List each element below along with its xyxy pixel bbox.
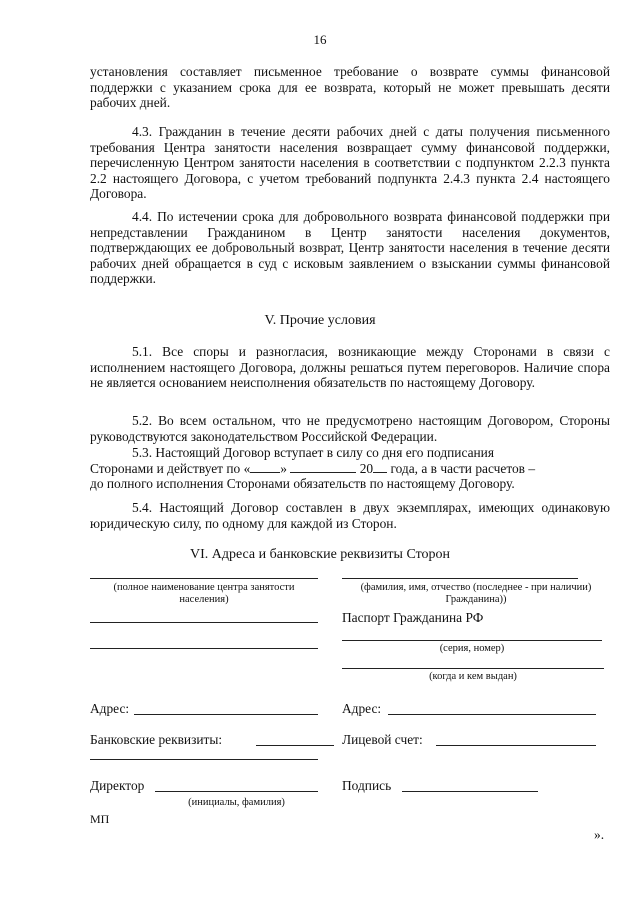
term-year-prefix: 20 [359,460,374,476]
seal-label: МП [90,812,110,826]
director-name-field[interactable] [155,791,318,792]
paragraph-5-3-line-3: до полного исполнения Сторонами обязательств по настоящему Договору. [90,476,515,492]
director-label: Директор [90,778,145,793]
center-name-line-2[interactable] [90,622,318,623]
term-prefix-text: Сторонами и действует по « [90,460,251,476]
bank-details-label: Банковские реквизиты: [90,732,223,747]
passport-issued-caption: (когда и кем выдан) [429,671,517,682]
center-name-caption: (полное наименование центра занятости населения) [113,582,295,605]
right-address-label: Адрес: [342,701,382,716]
citizen-name-line[interactable] [342,578,578,579]
term-year-field[interactable] [373,461,387,473]
account-label: Лицевой счет: [342,732,423,747]
account-field[interactable] [436,745,596,746]
paragraph-5-3 [90,445,610,492]
left-address-field[interactable] [134,714,318,715]
paragraph-4-3: 4.3. Гражданин в течение десяти рабочих дней с даты получения письменного требования Центра занятости населения возвращает сумму финансовой поддержки, перечисленную Центром занятости населения в соответствии с подпунктом 2.2.3 пункта 2.2 настоящего Договора, с учетом требований подпункта 2.4.3 пункта 2.4 настоящего Договора. [90,124,610,202]
passport-series-caption: (серия, номер) [439,643,505,654]
paragraph-5-3-line-2 [90,461,610,477]
passport-series-field[interactable] [342,640,602,641]
bank-details-field-2[interactable] [90,759,318,760]
paragraph-5-3-line-1: 5.3. Настоящий Договор вступает в силу со дня его подписания [132,445,495,460]
director-caption: (инициалы, фамилия) [188,797,285,808]
term-quote-close: » [280,460,287,476]
citizen-name-caption: (фамилия, имя, отчество (последнее - при наличии) Гражданина)) [360,582,592,605]
section-5-title: V. Прочие условия [264,313,376,328]
center-name-line[interactable] [90,578,318,579]
left-address-label: Адрес: [90,701,130,716]
right-address-field[interactable] [388,714,596,715]
term-month-field[interactable] [290,461,356,473]
term-suffix-text: года, а в части расчетов – [390,460,536,476]
passport-label: Паспорт Гражданина РФ [342,610,484,625]
signature-field[interactable] [402,791,538,792]
paragraph-intro: установления составляет письменное требование о возврате суммы финансовой поддержки с указанием срока для ее возврата, который не может превышать десяти рабочих дней. [90,64,610,111]
section-6-title: VI. Адреса и банковские реквизиты Сторон [189,547,451,562]
closing-mark: ». [594,827,605,842]
paragraph-5-2: 5.2. Во всем остальном, что не предусмотрено настоящим Договором, Стороны руководствуются законодательством Российской Федерации. [90,413,610,444]
paragraph-5-4: 5.4. Настоящий Договор составлен в двух экземплярах, имеющих одинаковую юридическую силу, по одному для каждой из Сторон. [90,500,610,531]
center-name-line-3[interactable] [90,648,318,649]
signature-label: Подпись [342,778,392,793]
passport-issued-field[interactable] [342,668,604,669]
term-day-field[interactable] [250,461,280,473]
page-number: 16 [313,32,327,47]
paragraph-5-1: 5.1. Все споры и разногласия, возникающие между Сторонами в связи с исполнением настоящего Договора, должны решаться путем переговоров. Наличие спора не является основанием неисполнения обязательств по настоящему Договору. [90,344,610,391]
paragraph-4-4: 4.4. По истечении срока для добровольного возврата финансовой поддержки при непредставлении Гражданином в Центр занятости населения документов, подтверждающих ее добровольный возврат, Центр занятости населения в течение десяти рабочих дней обращается в суд с исковым заявлением о взыскании суммы финансовой поддержки. [90,209,610,287]
bank-details-field[interactable] [256,745,334,746]
